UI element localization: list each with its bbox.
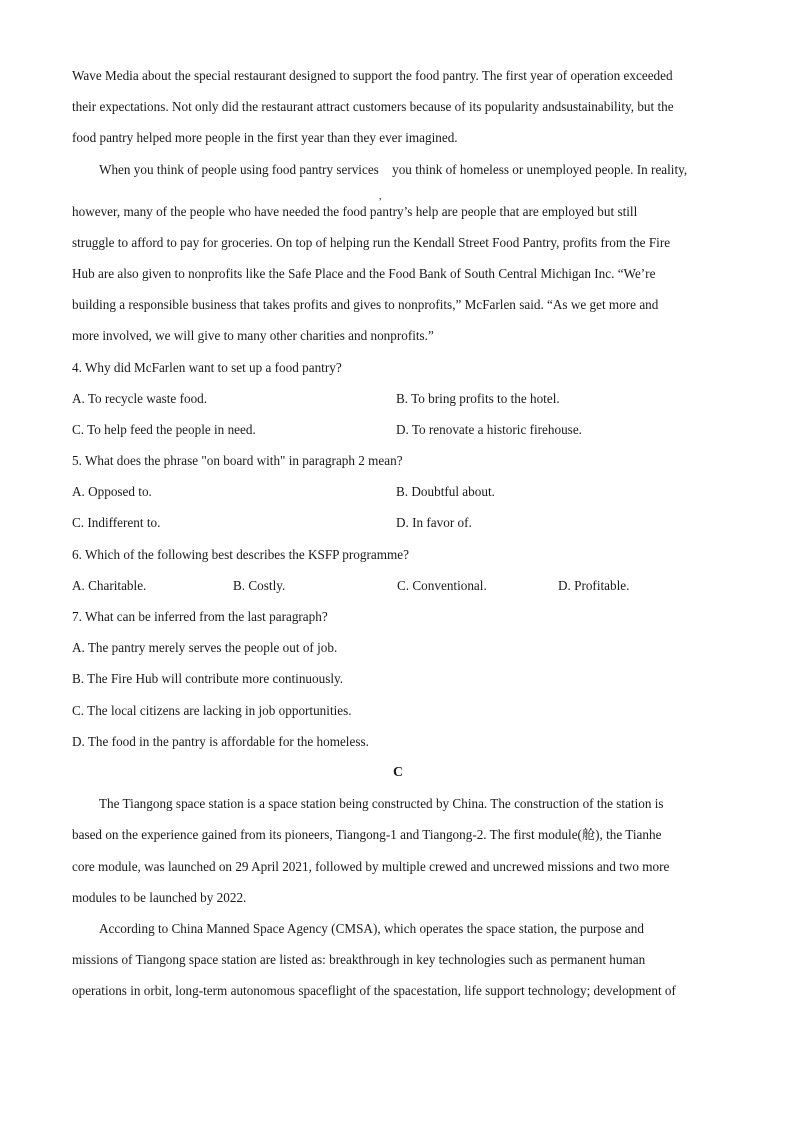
comma-glyph: , xyxy=(378,189,382,202)
text-line: more involved, we will give to many other charities and nonprofits.” xyxy=(72,328,434,344)
question-stem: 4. Why did McFarlen want to set up a food pantry? xyxy=(72,359,342,375)
question-stem: 6. Which of the following best describes the KSFP programme? xyxy=(72,546,409,562)
option-row xyxy=(72,509,724,540)
text-fragment: When you think of people using food pantry services xyxy=(99,161,379,177)
option-c: C. The local citizens are lacking in job opportunities. xyxy=(72,702,352,718)
question-5 xyxy=(72,447,724,541)
option-d: D. In favor of. xyxy=(396,515,472,531)
option-c: C. To help feed the people in need. xyxy=(72,421,256,437)
option-b: B. Costly. xyxy=(233,577,286,593)
question-stem: 5. What does the phrase "on board with" in paragraph 2 mean? xyxy=(72,453,403,469)
option-row xyxy=(72,416,724,447)
option-c: C. Indifferent to. xyxy=(72,515,161,531)
text-line: their expectations. Not only did the restaurant attract customers because of its popularity andsustainability, but the xyxy=(72,99,674,115)
question-stem: 7. What can be inferred from the last paragraph? xyxy=(72,609,328,624)
text-line xyxy=(72,156,724,202)
text-line: struggle to afford to pay for groceries. On top of helping run the Kendall Street Food Pantry, profits from the Fire xyxy=(72,234,671,250)
passage-c-paragraph-2 xyxy=(72,915,724,1009)
text-line: The Tiangong space station is a space station being constructed by China. The construction of the station is xyxy=(99,796,664,812)
question-4 xyxy=(72,354,724,448)
section-heading-c: C xyxy=(392,764,404,780)
text-line: based on the experience gained from its pioneers, Tiangong-1 and Tiangong-2. The first module(舱), the Tianhe xyxy=(72,827,662,843)
text-line: food pantry helped more people in the first year than they ever imagined. xyxy=(72,130,458,146)
option-b: B. The Fire Hub will contribute more continuously. xyxy=(72,671,344,687)
text-line: core module, was launched on 29 April 2021, followed by multiple crewed and uncrewed missions and two more xyxy=(72,858,670,874)
option-a: A. Charitable. xyxy=(72,577,147,593)
text-line: Hub are also given to nonprofits like the Safe Place and the Food Bank of South Central Michigan Inc. “We’re xyxy=(72,265,656,281)
text-line: According to China Manned Space Agency (CMSA), which operates the space station, the purpose and xyxy=(99,920,644,936)
question-6 xyxy=(72,541,724,603)
option-c: C. Conventional. xyxy=(397,577,487,593)
passage-b-paragraph-1 xyxy=(72,62,724,156)
option-row xyxy=(72,385,724,416)
option-row xyxy=(72,572,724,603)
option-d: D. Profitable. xyxy=(558,577,630,593)
document-page xyxy=(72,62,724,1008)
option-a: A. To recycle waste food. xyxy=(72,390,208,406)
text-line: Wave Media about the special restaurant designed to support the food pantry. The first year of operation exceeded xyxy=(72,68,673,83)
option-d: D. To renovate a historic firehouse. xyxy=(396,421,582,437)
passage-c-paragraph-1 xyxy=(72,790,724,915)
text-line: building a responsible business that takes profits and gives to nonprofits,” McFarlen said. “As we get more and xyxy=(72,297,659,313)
text-line: missions of Tiangong space station are listed as: breakthrough in key technologies such as permanent human xyxy=(72,952,646,968)
option-a: A. Opposed to. xyxy=(72,484,152,500)
option-d: D. The food in the pantry is affordable for the homeless. xyxy=(72,733,369,749)
question-7 xyxy=(72,603,724,759)
text-fragment: you think of homeless or unemployed people. In reality, xyxy=(388,161,688,177)
option-b: B. To bring profits to the hotel. xyxy=(396,390,560,406)
option-a: A. The pantry merely serves the people out of job. xyxy=(72,640,338,656)
text-line: modules to be launched by 2022. xyxy=(72,889,247,905)
passage-b-paragraph-2 xyxy=(72,156,724,354)
option-b: B. Doubtful about. xyxy=(396,484,495,500)
option-row xyxy=(72,478,724,509)
text-line: operations in orbit, long-term autonomous spaceflight of the spacestation, life support technology; development of xyxy=(72,983,676,999)
text-line: however, many of the people who have needed the food pantry’s help are people that are employed but still xyxy=(72,203,638,219)
